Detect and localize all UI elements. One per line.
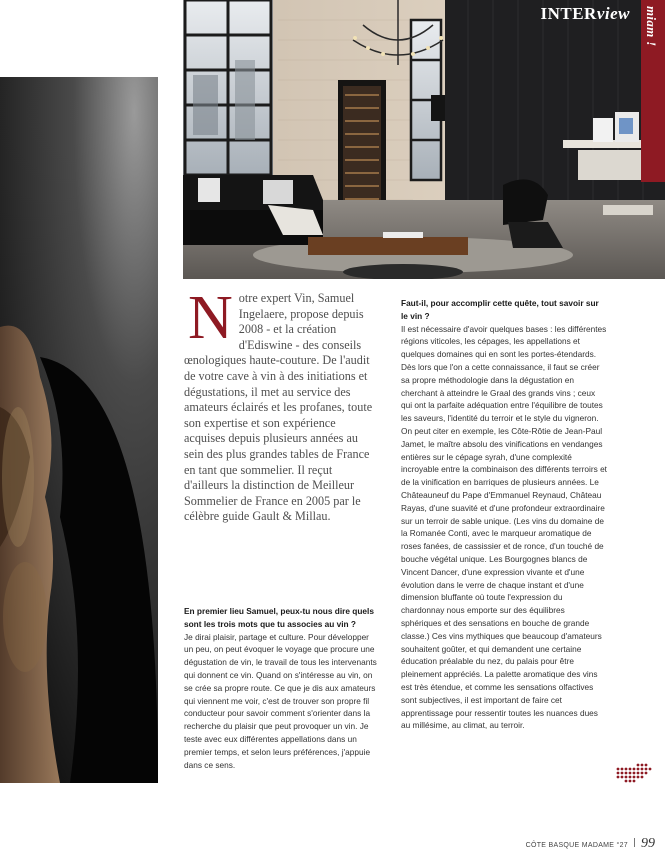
- header-part-italic: view: [596, 4, 630, 23]
- qa-block-2: [401, 297, 607, 732]
- answer-paragraph: Il est nécessaire d'avoir quelques bases : les différentes régions viticoles, les cépages, les appellations et quelques domaines qui en sont les portes-étendards.: [401, 323, 607, 360]
- qa-block-1: [184, 605, 379, 771]
- answer: Je dirai plaisir, partage et culture. Pour développer un peu, on peut évoquer le voyage que procure une dégustation de vin, le travail de tous les intervenants qui donnent ce vin. Quand on s'intéresse au vin, on se crée sa propre route. Ce que je dis aux amateurs qui viennent me voir, c'est de trouver son propre fil conducteur pour savoir comment s'orienter dans la recherche du plaisir que peut provoquer un vin. Je teste avec eux différentes appellations dans un premier temps, et selon leurs préférences, j'appuie dans ce sens.: [184, 631, 377, 770]
- interior-photo: [183, 0, 665, 279]
- page-footer: [526, 836, 655, 852]
- section-tab-label: miam !: [644, 6, 659, 47]
- answer-paragraph: Dès lors que l'on a cette connaissance, il faut se créer sa propre méthodologie dans la dégustation en cherchant à atteindre le Graal des grands vins ; ceux qui ont la parfaite adéquation entre l'équilibre de toutes les saveurs, l'identité du terroir et le style du vigneron. On peut citer en exemple, les Côte-Rôtie de Jean-Paul Jamet, le maître absolu des vinifications en vendanges entières sur le cépage syrah, d'une complexité incroyable entre la combinaison des différents terroirs et de la vinification en barriques de plusieurs années. Le Châteauneuf du Pape d'Emmanuel Reynaud, Château Rayas, d'une suavité et d'une profondeur extraordinaire sur un terroir de sable unique. (Les vins du domaine de la Romanée Conti, avec le marqueur aromatique de roses fanées, de cassissier et de ronce, d'un touché de bouche végétal unique. Les Bourgognes blancs de Vincent Dancer, d'une expression vivante et d'une évolution dans le verre de chaque instant et d'une dimension bluffante où toute l'expression du chardonnay nous emporte sur des équilibres sphériques et des sensations en bouche de grande classe.) Ces vins mythiques que beaucoup d'amateurs souhaitent goûter, et qui demandent une certaine éducation préalable du nez, du palais pour être pleinement appréciés. La palette aromatique des vins est très étendue, et comme les sensations olfactives sont subjectives, il est important de faire cet apprentissage pour ressentir toutes les nuances dues au millésime, au climat, au terroir.: [401, 361, 607, 731]
- intro-paragraph: [184, 284, 376, 525]
- question: Faut-il, pour accomplir cette quête, tout savoir sur le vin ?: [401, 298, 599, 321]
- header-part-regular: INTER: [540, 4, 597, 23]
- question: En premier lieu Samuel, peux-tu nous dire quels sont les trois mots que tu associes au vin ?: [184, 606, 374, 629]
- magazine-name: CÔTE BASQUE MADAME °27: [525, 842, 628, 849]
- intro-text: otre expert Vin, Samuel Ingelaere, propose depuis 2008 - et la création d'Ediswine - des conseils œnologiques haute-couture. De l'audit de votre cave à vin à des initiations et dégustations, il met au service des amateurs éclairés et les profanes, toute son expertise et son expérience acquises depuis plusieurs années au sein des plus grandes tables de France en tant que sommelier. Il reçut d'ailleurs la distinction de Meilleur Sommelier de France en 2005 par le célèbre guide Gault & Millau.: [184, 291, 373, 524]
- page-number: 99: [641, 836, 655, 851]
- drop-cap: N: [188, 284, 233, 352]
- portrait-photo: [0, 77, 158, 783]
- section-tab: [641, 0, 665, 182]
- section-header: [510, 4, 630, 24]
- dot-ornament-icon: [614, 763, 652, 790]
- footer-divider: [634, 838, 635, 847]
